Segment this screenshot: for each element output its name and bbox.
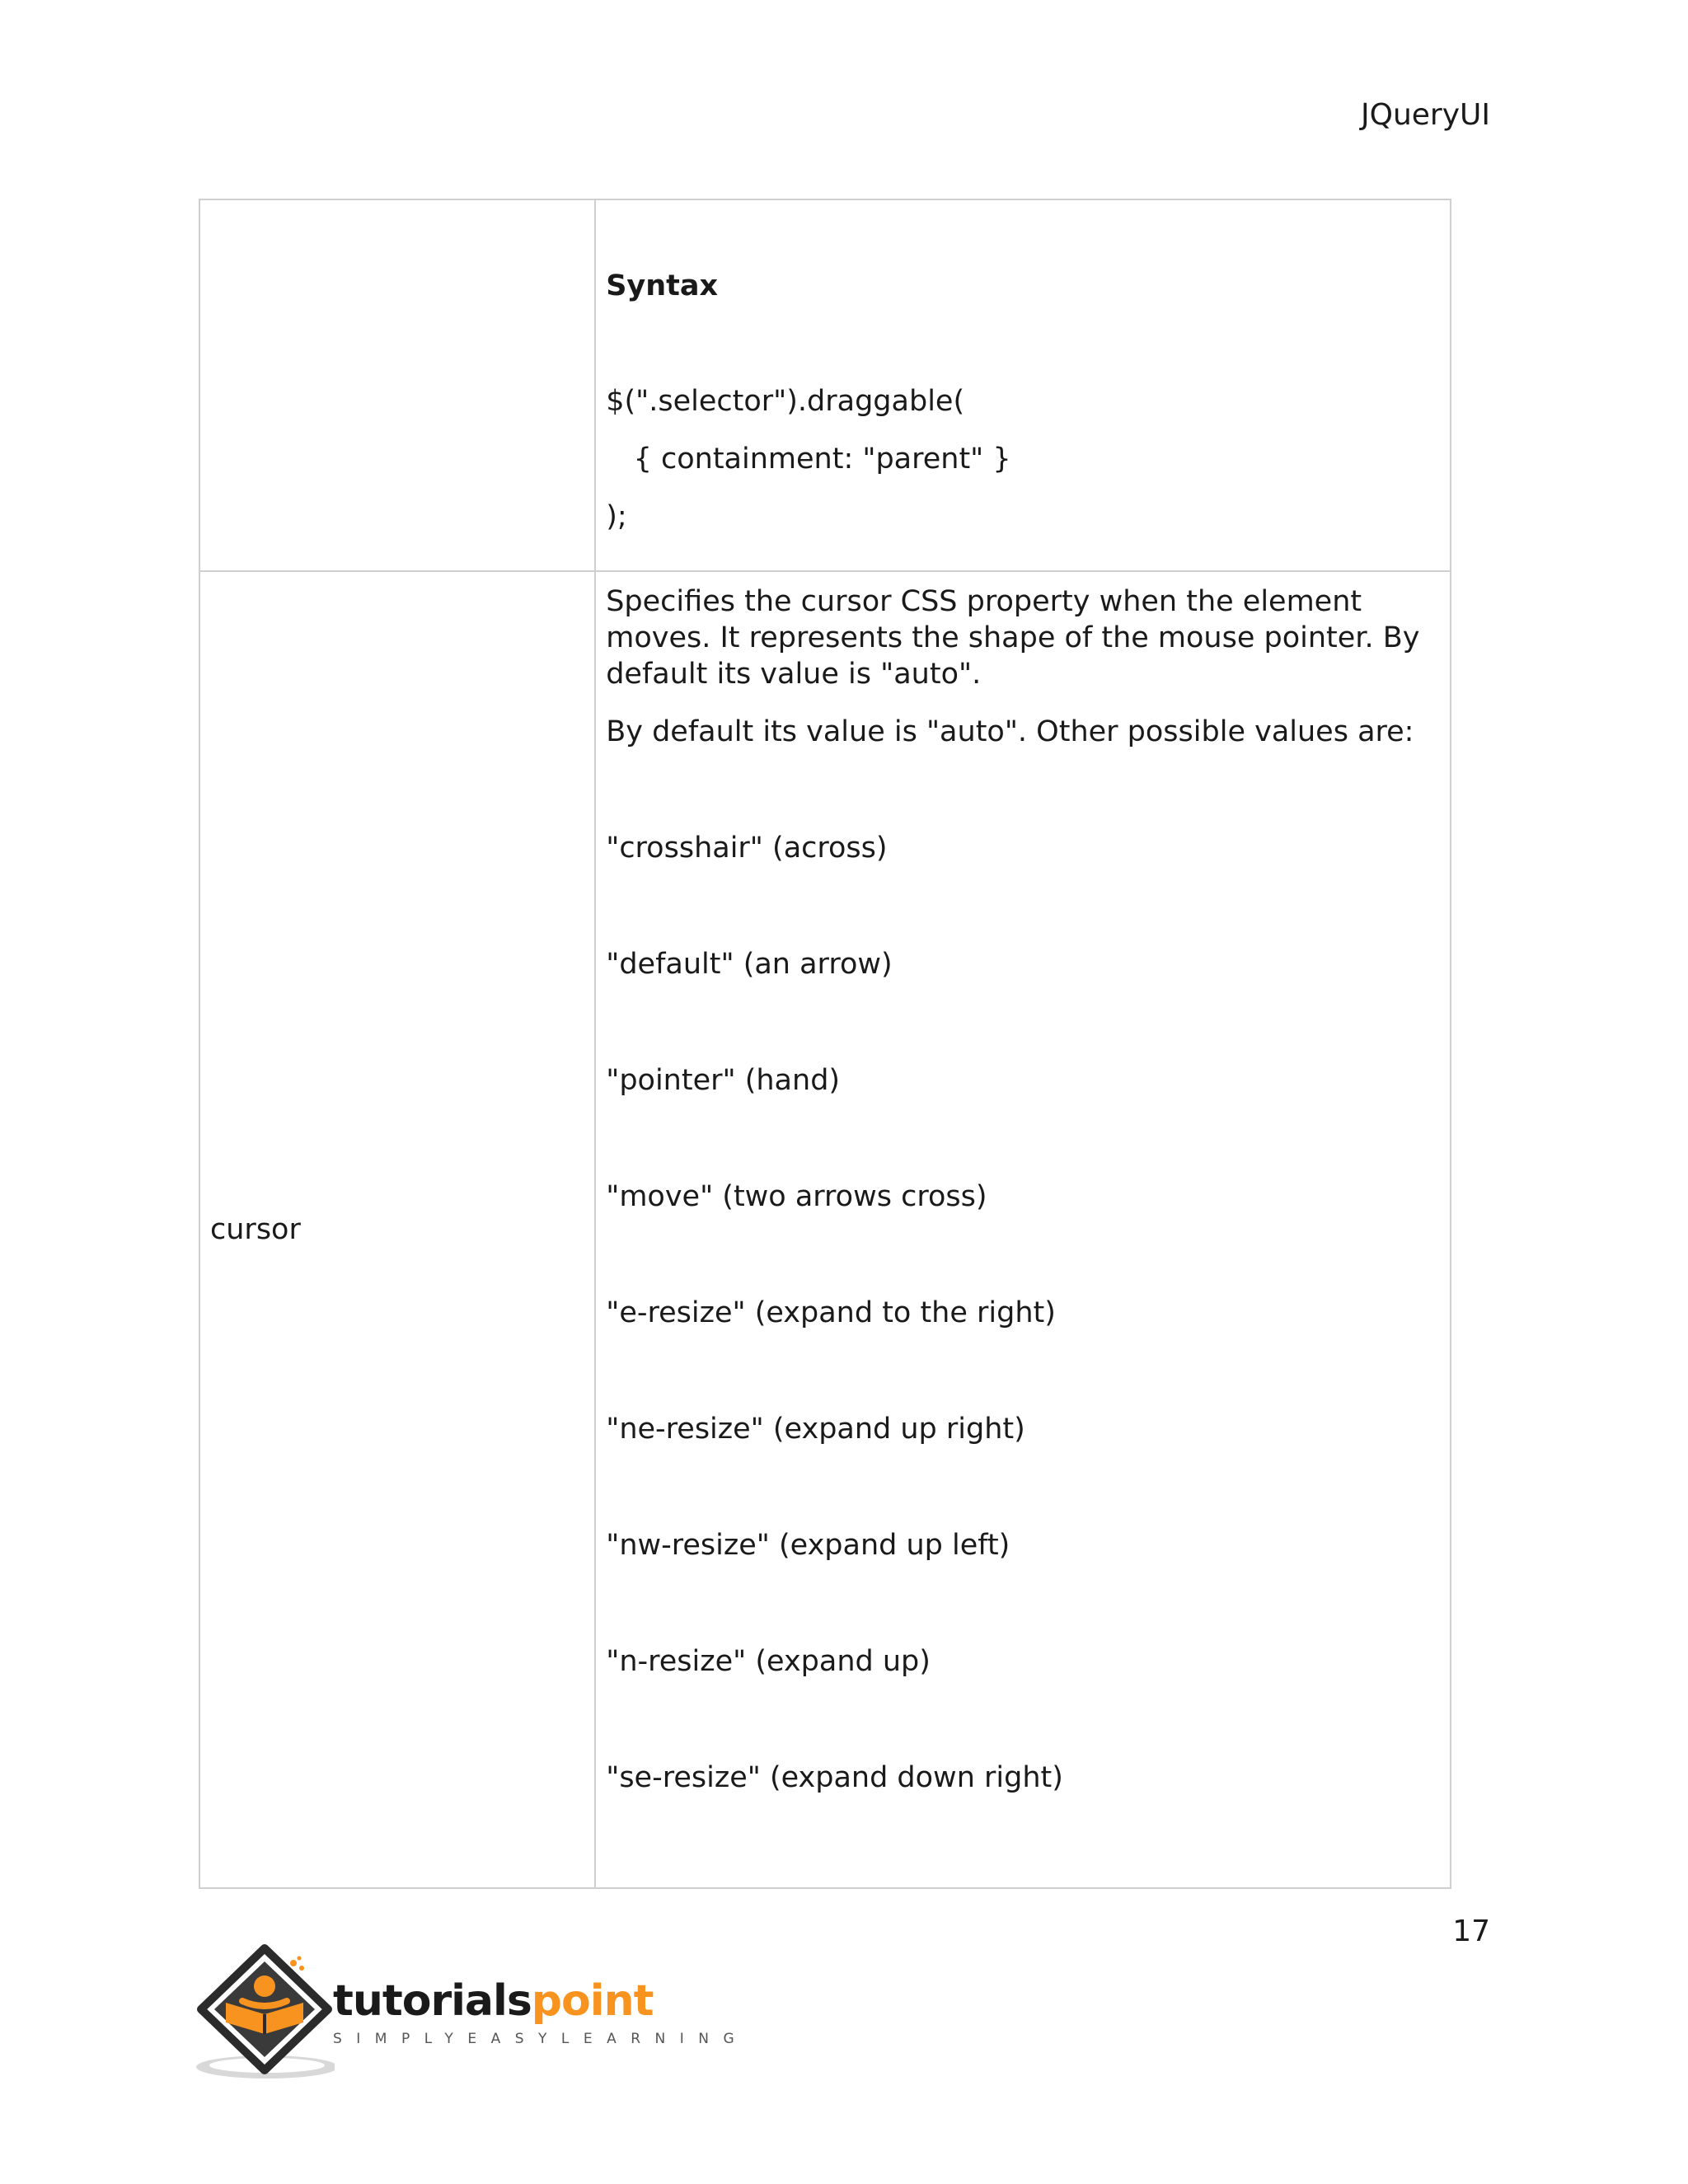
default-value-note: By default its value is "auto". Other possible values are: bbox=[606, 715, 1414, 748]
syntax-heading: Syntax bbox=[606, 269, 719, 302]
tutorialspoint-logo bbox=[195, 1943, 749, 2092]
option-description: Specifies the cursor CSS property when the element moves. It represents the shape of the mouse pointer. By default its value is "auto". bbox=[606, 585, 1420, 691]
list-item: "ne-resize" (expand up right) bbox=[606, 1413, 1025, 1446]
logo-word-orange: point bbox=[531, 1976, 654, 2026]
option-name-cell bbox=[199, 199, 595, 571]
table-row bbox=[199, 199, 1451, 571]
logo-wordmark bbox=[333, 1976, 653, 2026]
code-line: ); bbox=[606, 500, 627, 533]
list-item: "pointer" (hand) bbox=[606, 1064, 841, 1097]
table-row bbox=[199, 571, 1451, 1888]
page-number: 17 bbox=[1452, 1915, 1490, 1948]
list-item: "n-resize" (expand up) bbox=[606, 1645, 931, 1678]
code-line: $(".selector").draggable( bbox=[606, 385, 965, 418]
list-item: "se-resize" (expand down right) bbox=[606, 1761, 1063, 1794]
page-header-title: JQueryUI bbox=[1361, 98, 1490, 132]
list-item: "crosshair" (across) bbox=[606, 832, 888, 865]
code-line: { containment: "parent" } bbox=[606, 443, 1011, 476]
option-description-cell bbox=[595, 571, 1451, 1888]
list-item: "move" (two arrows cross) bbox=[606, 1180, 987, 1213]
logo-tagline: SIMPLYEASYLEARNING bbox=[333, 2031, 749, 2047]
option-name-cell bbox=[199, 571, 595, 1888]
list-item: "default" (an arrow) bbox=[606, 948, 893, 981]
list-item: "e-resize" (expand to the right) bbox=[606, 1296, 1056, 1329]
option-name: cursor bbox=[210, 1213, 301, 1246]
logo-word-dark: tutorials bbox=[333, 1976, 532, 2026]
option-description-cell bbox=[595, 199, 1451, 571]
options-table bbox=[199, 199, 1451, 1889]
possible-values-list bbox=[606, 830, 1440, 1796]
tutorialspoint-logo-icon bbox=[195, 1943, 335, 2092]
list-item: "nw-resize" (expand up left) bbox=[606, 1529, 1010, 1562]
